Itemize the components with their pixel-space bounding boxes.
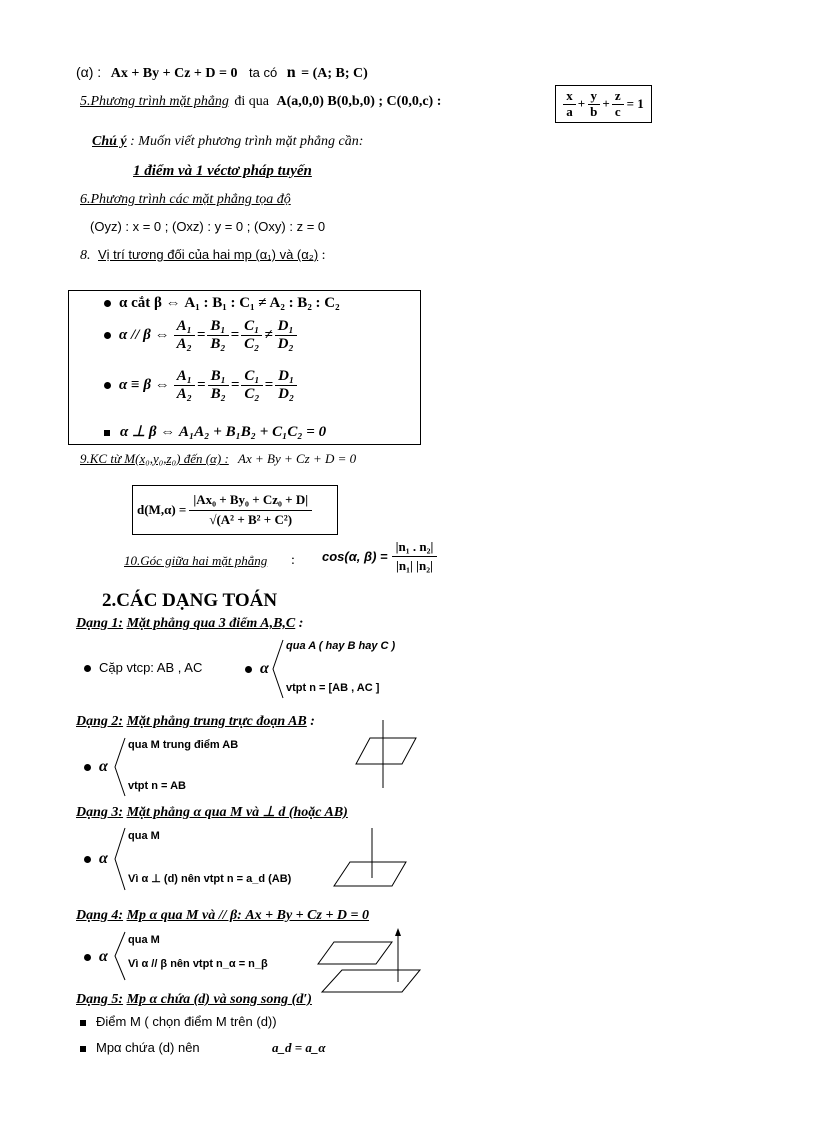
section-5-title: 5.Phương trình mặt phẳng (80, 94, 229, 109)
coordinate-planes: (Oyz) : x = 0 ; (Oxz) : y = 0 ; (Oxy) : z = 0 (90, 219, 326, 234)
dang-2-bottom: vtpt n = AB (128, 780, 186, 792)
dang-2-top: qua M trung điểm AB (128, 739, 239, 751)
section-8-line: 8. Vị trí tương đối của hai mp (α₁) và (α₂) : (80, 247, 326, 263)
dang-1-title: Dạng 1: Mặt phẳng qua 3 điểm A,B,C : (76, 616, 304, 631)
dang-5-bullet-2: Mpα chứa (d) nên (80, 1040, 200, 1055)
note-line (92, 134, 363, 150)
dang-1-bottom: vtpt n = [AB , AC ] (286, 682, 380, 694)
dang-3-bottom: Vì α ⊥ (d) nên vtpt n = a_d (AB) (128, 873, 292, 885)
normal-vector-line (76, 64, 368, 82)
ta-co-text: ta có (249, 65, 278, 80)
section-9-title: 9.KC từ M(x₀,y₀,z₀) đến (α) : (80, 451, 229, 466)
intercept-plane-line (80, 94, 441, 110)
di-qua-text: đi qua (234, 94, 269, 109)
section-6-title: 6.Phương trình các mặt phẳng tọa độ (80, 192, 291, 207)
line-plane-figure (332, 828, 412, 890)
points-abc: A(a,0,0) B(0,b,0) ; C(0,0,c) : (276, 94, 442, 109)
plane-equation: Ax + By + Cz + D = 0 (110, 66, 238, 81)
relation-perpendicular: α ⊥ β ⇔ A₁A₂ + B₁B₂ + C₁C₂ = 0 (104, 422, 326, 441)
section-8-number: 8. (80, 248, 91, 263)
relation-intersect: α cắt β ⇔ A₁ : B₁ : C₁ ≠ A₂ : B₂ : C₂ (104, 295, 340, 312)
alpha-label: (α) : (76, 64, 102, 80)
dang-4-title: Dạng 4: Mp α qua M và // β: Ax + By + Cz + D = 0 (76, 908, 370, 923)
dang-4-top: qua M (128, 934, 160, 946)
dang-5-title: Dạng 5: Mp α chứa (d) và song song (d′) (76, 992, 312, 1007)
dang-4-alpha: α (84, 948, 108, 966)
normal-vector-symbol: n (286, 64, 296, 81)
angle-formula: cos(α, β) = $\frac{\text{|n₁ . n₂|}}{\text{|n₁| |n₂|}}$ (322, 538, 437, 576)
dang-1-alpha: α (245, 660, 269, 678)
brace-2 (112, 736, 126, 798)
dang-2-title: Dạng 2: Mặt phẳng trung trực đoạn AB : (76, 714, 315, 729)
section-9-equation: Ax + By + Cz + D = 0 (238, 451, 357, 466)
note-emphasis: 1 điểm và 1 véctơ pháp tuyến (133, 163, 312, 179)
relation-coincident: α ≡ β ⇔ $\frac{\text{A₁}}{\text{A₂}}$ = $\frac{\text{B₁}}{\text{B₂}}$ = $\frac{\text{C₁}}{\text{C₂}}$ = $\frac{\text{D₁}}{\text{D₂}}$ (104, 368, 297, 402)
normal-vector-value: = (A; B; C) (301, 66, 368, 81)
section-heading: 2.CÁC DẠNG TOÁN (102, 590, 278, 611)
relation-parallel: α // β ⇔ $\frac{\text{A₁}}{\text{A₂}}$ = $\frac{\text{B₁}}{\text{B₂}}$ = $\frac{\text{C₁}}{\text{C₂}}$ ≠ $\frac{\text{D₁}}{\text{D₂}}$ (104, 318, 297, 352)
dang-3-alpha: α (84, 850, 108, 868)
section-10-title: 10.Góc giữa hai mặt phẳng (124, 553, 268, 568)
dang-4-bottom: Vì α // β nên vtpt n_α = n_β (128, 958, 268, 970)
dang-1-vtcp: Cặp vtcp: AB , AC (84, 660, 202, 675)
intercept-equation-box: $\frac{x}{a}$ + $\frac{y}{b}$ + $\frac{z}{c}$ = 1 (555, 85, 652, 123)
distance-formula-box: d(M,α) = $\frac{\text{|Ax₀ + By₀ + Cz₀ + D|}}{\text{√(A² + B² + C²)}}$ (132, 485, 338, 535)
note-label: Chú ý (92, 134, 127, 149)
dang-1-top: qua A ( hay B hay C ) (286, 640, 396, 652)
dang-3-title: Dạng 3: Mặt phẳng α qua M và ⊥ d (hoặc AB) (76, 805, 348, 820)
note-text: : Muốn viết phương trình mặt phẳng cần: (130, 134, 364, 149)
parallel-planes-figure (310, 922, 422, 994)
brace-4 (112, 930, 126, 982)
brace-3 (112, 826, 126, 892)
dang-5-bullet-1: Điểm M ( chọn điểm M trên (d)) (80, 1014, 277, 1029)
dang-3-top: qua M (128, 830, 160, 842)
section-9-line (80, 451, 356, 467)
perpendicular-plane-figure (350, 720, 420, 790)
brace-1 (270, 638, 284, 700)
section-8-title: Vị trí tương đối của hai mp (α₁) và (α₂) (98, 247, 319, 262)
dang-2-alpha: α (84, 758, 108, 776)
dang-5-equation: a_d = a_α (272, 1040, 326, 1055)
